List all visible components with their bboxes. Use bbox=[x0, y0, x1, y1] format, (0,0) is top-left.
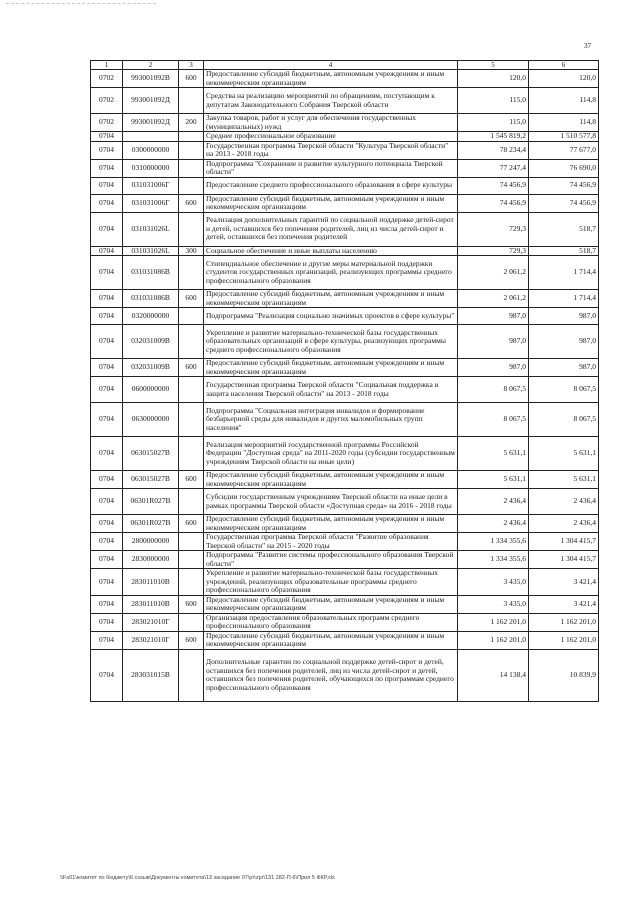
planned-amount-cell: 1 334 355,6 bbox=[458, 533, 529, 551]
section-code-cell: 0704 bbox=[91, 246, 123, 256]
description-cell: Стипендиальное обеспечение и другие меры материальной поддержки студентов государственных организаций, реализующих программы среднего профессионального образования bbox=[204, 256, 458, 290]
planned-amount-cell: 120,0 bbox=[458, 70, 529, 88]
planned-amount-cell: 1 545 819,2 bbox=[458, 132, 529, 142]
planned-amount-cell: 74 456,9 bbox=[458, 177, 529, 194]
description-cell: Предоставление субсидий бюджетным, автономным учреждениям и иным некоммерческим организациям bbox=[204, 515, 458, 533]
executed-amount-cell: 1 714,4 bbox=[529, 256, 599, 290]
section-code-cell: 0704 bbox=[91, 569, 123, 596]
executed-amount-cell: 3 421,4 bbox=[529, 595, 599, 613]
section-code-cell: 0704 bbox=[91, 595, 123, 613]
planned-amount-cell: 1 334 355,6 bbox=[458, 551, 529, 569]
planned-amount-cell: 987,0 bbox=[458, 308, 529, 325]
section-code-cell: 0704 bbox=[91, 308, 123, 325]
expense-type-cell bbox=[179, 325, 204, 359]
executed-amount-cell: 2 436,4 bbox=[529, 489, 599, 515]
expense-type-cell bbox=[179, 141, 204, 159]
target-item-cell: 2800000000 bbox=[123, 533, 179, 551]
target-item-cell: 0300000000 bbox=[123, 141, 179, 159]
target-item-cell: 06301R027В bbox=[123, 489, 179, 515]
table-row bbox=[91, 377, 599, 403]
expense-type-cell: 600 bbox=[179, 290, 204, 308]
executed-amount-cell: 1 304 415,7 bbox=[529, 551, 599, 569]
table-row bbox=[91, 551, 599, 569]
executed-amount-cell: 114,8 bbox=[529, 114, 599, 132]
target-item-cell: 993001092Д bbox=[123, 88, 179, 114]
planned-amount-cell: 8 067,5 bbox=[458, 403, 529, 437]
planned-amount-cell: 2 436,4 bbox=[458, 515, 529, 533]
description-cell: Государственная программа Тверской области "Развитие образования Тверской области" на 2015 - 2020 годы bbox=[204, 533, 458, 551]
target-item-cell: 0320000000 bbox=[123, 308, 179, 325]
table-row bbox=[91, 437, 599, 471]
table-row bbox=[91, 256, 599, 290]
expense-type-cell bbox=[179, 256, 204, 290]
expense-type-cell: 600 bbox=[179, 471, 204, 489]
target-item-cell: 2830000000 bbox=[123, 551, 179, 569]
target-item-cell: 283031015В bbox=[123, 649, 179, 701]
target-item-cell: 032031009В bbox=[123, 325, 179, 359]
header-cell: 6 bbox=[529, 61, 599, 70]
target-item-cell: 031031026L bbox=[123, 246, 179, 256]
header-cell: 2 bbox=[123, 61, 179, 70]
planned-amount-cell: 1 162 201,0 bbox=[458, 631, 529, 649]
planned-amount-cell: 987,0 bbox=[458, 325, 529, 359]
section-code-cell: 0704 bbox=[91, 177, 123, 194]
table-header-row bbox=[91, 61, 599, 70]
section-code-cell: 0704 bbox=[91, 325, 123, 359]
description-cell: Реализация дополнительных гарантий по социальной поддержке детей-сирот и детей, оставшихся без попечения родителей, лиц из числа детей-сирот и детей, оставшихся без попечения родителей bbox=[204, 212, 458, 246]
table-row bbox=[91, 88, 599, 114]
executed-amount-cell: 10 839,9 bbox=[529, 649, 599, 701]
executed-amount-cell: 5 631,1 bbox=[529, 437, 599, 471]
description-cell: Средства на реализацию мероприятий по обращениям, поступающим к депутатам Законодательного Собрания Тверской области bbox=[204, 88, 458, 114]
planned-amount-cell: 77 247,4 bbox=[458, 159, 529, 177]
planned-amount-cell: 115,0 bbox=[458, 114, 529, 132]
expense-type-cell: 600 bbox=[179, 595, 204, 613]
planned-amount-cell: 987,0 bbox=[458, 359, 529, 377]
top-edge-mark bbox=[6, 3, 156, 10]
executed-amount-cell: 3 421,4 bbox=[529, 569, 599, 596]
header-cell: 1 bbox=[91, 61, 123, 70]
target-item-cell: 063015027В bbox=[123, 471, 179, 489]
description-cell: Предоставление субсидий бюджетным, автономным учреждениям и иным некоммерческим организациям bbox=[204, 194, 458, 212]
description-cell: Предоставление субсидий бюджетным, автономным учреждениям и иным некоммерческим организациям bbox=[204, 631, 458, 649]
section-code-cell: 0704 bbox=[91, 471, 123, 489]
planned-amount-cell: 729,3 bbox=[458, 246, 529, 256]
section-code-cell: 0704 bbox=[91, 359, 123, 377]
target-item-cell: 031031086В bbox=[123, 290, 179, 308]
section-code-cell: 0704 bbox=[91, 403, 123, 437]
section-code-cell: 0704 bbox=[91, 256, 123, 290]
table-row bbox=[91, 212, 599, 246]
description-cell: Предоставление субсидий бюджетным, автономным учреждениям и иным некоммерческим организациям bbox=[204, 70, 458, 88]
executed-amount-cell: 120,0 bbox=[529, 70, 599, 88]
table-row bbox=[91, 595, 599, 613]
executed-amount-cell: 8 067,5 bbox=[529, 403, 599, 437]
section-code-cell: 0704 bbox=[91, 290, 123, 308]
expense-type-cell: 600 bbox=[179, 70, 204, 88]
table-row bbox=[91, 194, 599, 212]
target-item-cell: 283021010Г bbox=[123, 613, 179, 631]
target-item-cell: 063015027В bbox=[123, 437, 179, 471]
planned-amount-cell: 2 061,2 bbox=[458, 256, 529, 290]
planned-amount-cell: 14 138,4 bbox=[458, 649, 529, 701]
section-code-cell: 0704 bbox=[91, 489, 123, 515]
target-item-cell: 283011010В bbox=[123, 595, 179, 613]
target-item-cell: 993001092Д bbox=[123, 114, 179, 132]
executed-amount-cell: 1 304 415,7 bbox=[529, 533, 599, 551]
planned-amount-cell: 1 162 201,0 bbox=[458, 613, 529, 631]
target-item-cell: 993001092В bbox=[123, 70, 179, 88]
section-code-cell: 0704 bbox=[91, 649, 123, 701]
executed-amount-cell: 8 067,5 bbox=[529, 377, 599, 403]
header-cell: 5 bbox=[458, 61, 529, 70]
table-row bbox=[91, 631, 599, 649]
header-cell: 3 bbox=[179, 61, 204, 70]
executed-amount-cell: 76 690,0 bbox=[529, 159, 599, 177]
description-cell: Государственная программа Тверской области "Социальная поддержка и защита населения Тверской области" на 2013 - 2018 годы bbox=[204, 377, 458, 403]
budget-table bbox=[90, 60, 599, 702]
expense-type-cell: 600 bbox=[179, 194, 204, 212]
executed-amount-cell: 74 456,9 bbox=[529, 177, 599, 194]
description-cell: Дополнительные гарантии по социальной поддержке детей-сирот и детей, оставшихся без попечения родителей, лиц из числа детей-сирот и детей, оставшихся без попечения родителей, обучающихся по программам среднего профессионального образования bbox=[204, 649, 458, 701]
section-code-cell: 0704 bbox=[91, 132, 123, 142]
expense-type-cell bbox=[179, 88, 204, 114]
section-code-cell: 0702 bbox=[91, 70, 123, 88]
target-item-cell: 06301R027В bbox=[123, 515, 179, 533]
planned-amount-cell: 78 234,4 bbox=[458, 141, 529, 159]
target-item-cell: 0310000000 bbox=[123, 159, 179, 177]
description-cell: Предоставление среднего профессионального образования в сфере культуры bbox=[204, 177, 458, 194]
expense-type-cell bbox=[179, 649, 204, 701]
description-cell: Среднее профессиональное образование bbox=[204, 132, 458, 142]
executed-amount-cell: 2 436,4 bbox=[529, 515, 599, 533]
expense-type-cell: 600 bbox=[179, 515, 204, 533]
planned-amount-cell: 3 435,0 bbox=[458, 595, 529, 613]
table-row bbox=[91, 132, 599, 142]
description-cell: Предоставление субсидий бюджетным, автономным учреждениям и иным некоммерческим организациям bbox=[204, 595, 458, 613]
planned-amount-cell: 115,0 bbox=[458, 88, 529, 114]
table-row bbox=[91, 308, 599, 325]
expense-type-cell bbox=[179, 132, 204, 142]
expense-type-cell bbox=[179, 177, 204, 194]
table-row bbox=[91, 569, 599, 596]
expense-type-cell bbox=[179, 613, 204, 631]
executed-amount-cell: 1 510 577,8 bbox=[529, 132, 599, 142]
planned-amount-cell: 2 061,2 bbox=[458, 290, 529, 308]
executed-amount-cell: 1 162 201,0 bbox=[529, 631, 599, 649]
description-cell: Укрепление и развитие материально-технической базы государственных образовательных организаций в сфере культуры, реализующих программы среднего профессионального образования bbox=[204, 325, 458, 359]
expense-type-cell bbox=[179, 551, 204, 569]
planned-amount-cell: 5 631,1 bbox=[458, 471, 529, 489]
description-cell: Государственная программа Тверской области "Культура Тверской области" на 2013 - 2018 годы bbox=[204, 141, 458, 159]
table-row bbox=[91, 141, 599, 159]
section-code-cell: 0704 bbox=[91, 212, 123, 246]
table-row bbox=[91, 325, 599, 359]
expense-type-cell bbox=[179, 569, 204, 596]
executed-amount-cell: 74 456,9 bbox=[529, 194, 599, 212]
target-item-cell: 0600000000 bbox=[123, 377, 179, 403]
section-code-cell: 0702 bbox=[91, 114, 123, 132]
expense-type-cell bbox=[179, 308, 204, 325]
table-row bbox=[91, 359, 599, 377]
expense-type-cell bbox=[179, 212, 204, 246]
description-cell: Предоставление субсидий бюджетным, автономным учреждениям и иным некоммерческим организациям bbox=[204, 359, 458, 377]
section-code-cell: 0704 bbox=[91, 194, 123, 212]
description-cell: Закупка товаров, работ и услуг для обеспечения государственных (муниципальных) нужд bbox=[204, 114, 458, 132]
description-cell: Подпрограмма "Социальная интеграция инвалидов и формирование безбарьерной среды для инвалидов и других маломобильных групп населения" bbox=[204, 403, 458, 437]
expense-type-cell: 600 bbox=[179, 359, 204, 377]
expense-type-cell bbox=[179, 489, 204, 515]
section-code-cell: 0704 bbox=[91, 515, 123, 533]
section-code-cell: 0704 bbox=[91, 613, 123, 631]
description-cell: Предоставление субсидий бюджетным, автономным учреждениям и иным некоммерческим организациям bbox=[204, 290, 458, 308]
expense-type-cell: 200 bbox=[179, 114, 204, 132]
expense-type-cell: 300 bbox=[179, 246, 204, 256]
section-code-cell: 0704 bbox=[91, 377, 123, 403]
expense-type-cell bbox=[179, 403, 204, 437]
table-row bbox=[91, 159, 599, 177]
table-row bbox=[91, 70, 599, 88]
target-item-cell: 032031009В bbox=[123, 359, 179, 377]
planned-amount-cell: 3 435,0 bbox=[458, 569, 529, 596]
target-item-cell: 031031006Г bbox=[123, 177, 179, 194]
table-row bbox=[91, 649, 599, 701]
description-cell: Подпрограмма "Реализация социально значимых проектов в сфере культуры" bbox=[204, 308, 458, 325]
description-cell: Субсидии государственным учреждениям Тверской области на иные цели в рамках программы Тверской области «Доступная среда» на 2016 - 2018 годы bbox=[204, 489, 458, 515]
table-row bbox=[91, 471, 599, 489]
target-item-cell: 031031006Г bbox=[123, 194, 179, 212]
executed-amount-cell: 1 162 201,0 bbox=[529, 613, 599, 631]
target-item-cell: 283021010Г bbox=[123, 631, 179, 649]
table-row bbox=[91, 613, 599, 631]
section-code-cell: 0704 bbox=[91, 551, 123, 569]
expense-type-cell bbox=[179, 437, 204, 471]
page-number: 37 bbox=[584, 42, 591, 50]
table-row bbox=[91, 403, 599, 437]
executed-amount-cell: 987,0 bbox=[529, 359, 599, 377]
table-row bbox=[91, 290, 599, 308]
file-path-footer: \\Fs01\комитет по бюджету\6 созыв\Документы комитета\13 заседание 07\pr\zpr\131 282-П-6\Прил 5 ФКР.xls bbox=[60, 875, 335, 881]
executed-amount-cell: 77 677,0 bbox=[529, 141, 599, 159]
target-item-cell: 031031026L bbox=[123, 212, 179, 246]
planned-amount-cell: 8 067,5 bbox=[458, 377, 529, 403]
section-code-cell: 0704 bbox=[91, 631, 123, 649]
header-cell: 4 bbox=[204, 61, 458, 70]
expense-type-cell: 600 bbox=[179, 631, 204, 649]
executed-amount-cell: 1 714,4 bbox=[529, 290, 599, 308]
section-code-cell: 0704 bbox=[91, 437, 123, 471]
description-cell: Реализация мероприятий государственной программы Российской Федерации "Доступная среда" на 2011-2020 годы (субсидии государственным учреждениям Тверской области на иные цели) bbox=[204, 437, 458, 471]
expense-type-cell bbox=[179, 533, 204, 551]
target-item-cell: 0630000000 bbox=[123, 403, 179, 437]
target-item-cell: 283011010В bbox=[123, 569, 179, 596]
description-cell: Предоставление субсидий бюджетным, автономным учреждениям и иным некоммерческим организациям bbox=[204, 471, 458, 489]
table-row bbox=[91, 246, 599, 256]
executed-amount-cell: 114,8 bbox=[529, 88, 599, 114]
description-cell: Подпрограмма "Сохранение и развитие культурного потенциала Тверской области" bbox=[204, 159, 458, 177]
table-row bbox=[91, 533, 599, 551]
table-row bbox=[91, 177, 599, 194]
executed-amount-cell: 518,7 bbox=[529, 212, 599, 246]
planned-amount-cell: 5 631,1 bbox=[458, 437, 529, 471]
description-cell: Организация предоставления образовательных программ среднего профессионального образования bbox=[204, 613, 458, 631]
section-code-cell: 0702 bbox=[91, 88, 123, 114]
planned-amount-cell: 729,3 bbox=[458, 212, 529, 246]
executed-amount-cell: 987,0 bbox=[529, 308, 599, 325]
target-item-cell: 031031086В bbox=[123, 256, 179, 290]
executed-amount-cell: 518,7 bbox=[529, 246, 599, 256]
planned-amount-cell: 74 456,9 bbox=[458, 194, 529, 212]
section-code-cell: 0704 bbox=[91, 159, 123, 177]
description-cell: Подпрограмма "Развитие системы профессионального образования Тверской области" bbox=[204, 551, 458, 569]
table-row bbox=[91, 515, 599, 533]
expense-type-cell bbox=[179, 159, 204, 177]
table-row bbox=[91, 114, 599, 132]
section-code-cell: 0704 bbox=[91, 141, 123, 159]
executed-amount-cell: 5 631,1 bbox=[529, 471, 599, 489]
expense-type-cell bbox=[179, 377, 204, 403]
section-code-cell: 0704 bbox=[91, 533, 123, 551]
executed-amount-cell: 987,0 bbox=[529, 325, 599, 359]
description-cell: Социальное обеспечение и иные выплаты населению bbox=[204, 246, 458, 256]
planned-amount-cell: 2 436,4 bbox=[458, 489, 529, 515]
table-row bbox=[91, 489, 599, 515]
description-cell: Укрепление и развитие материально-технической базы государственных учреждений, реализующих образовательные программы среднего профессионального образования bbox=[204, 569, 458, 596]
target-item-cell bbox=[123, 132, 179, 142]
